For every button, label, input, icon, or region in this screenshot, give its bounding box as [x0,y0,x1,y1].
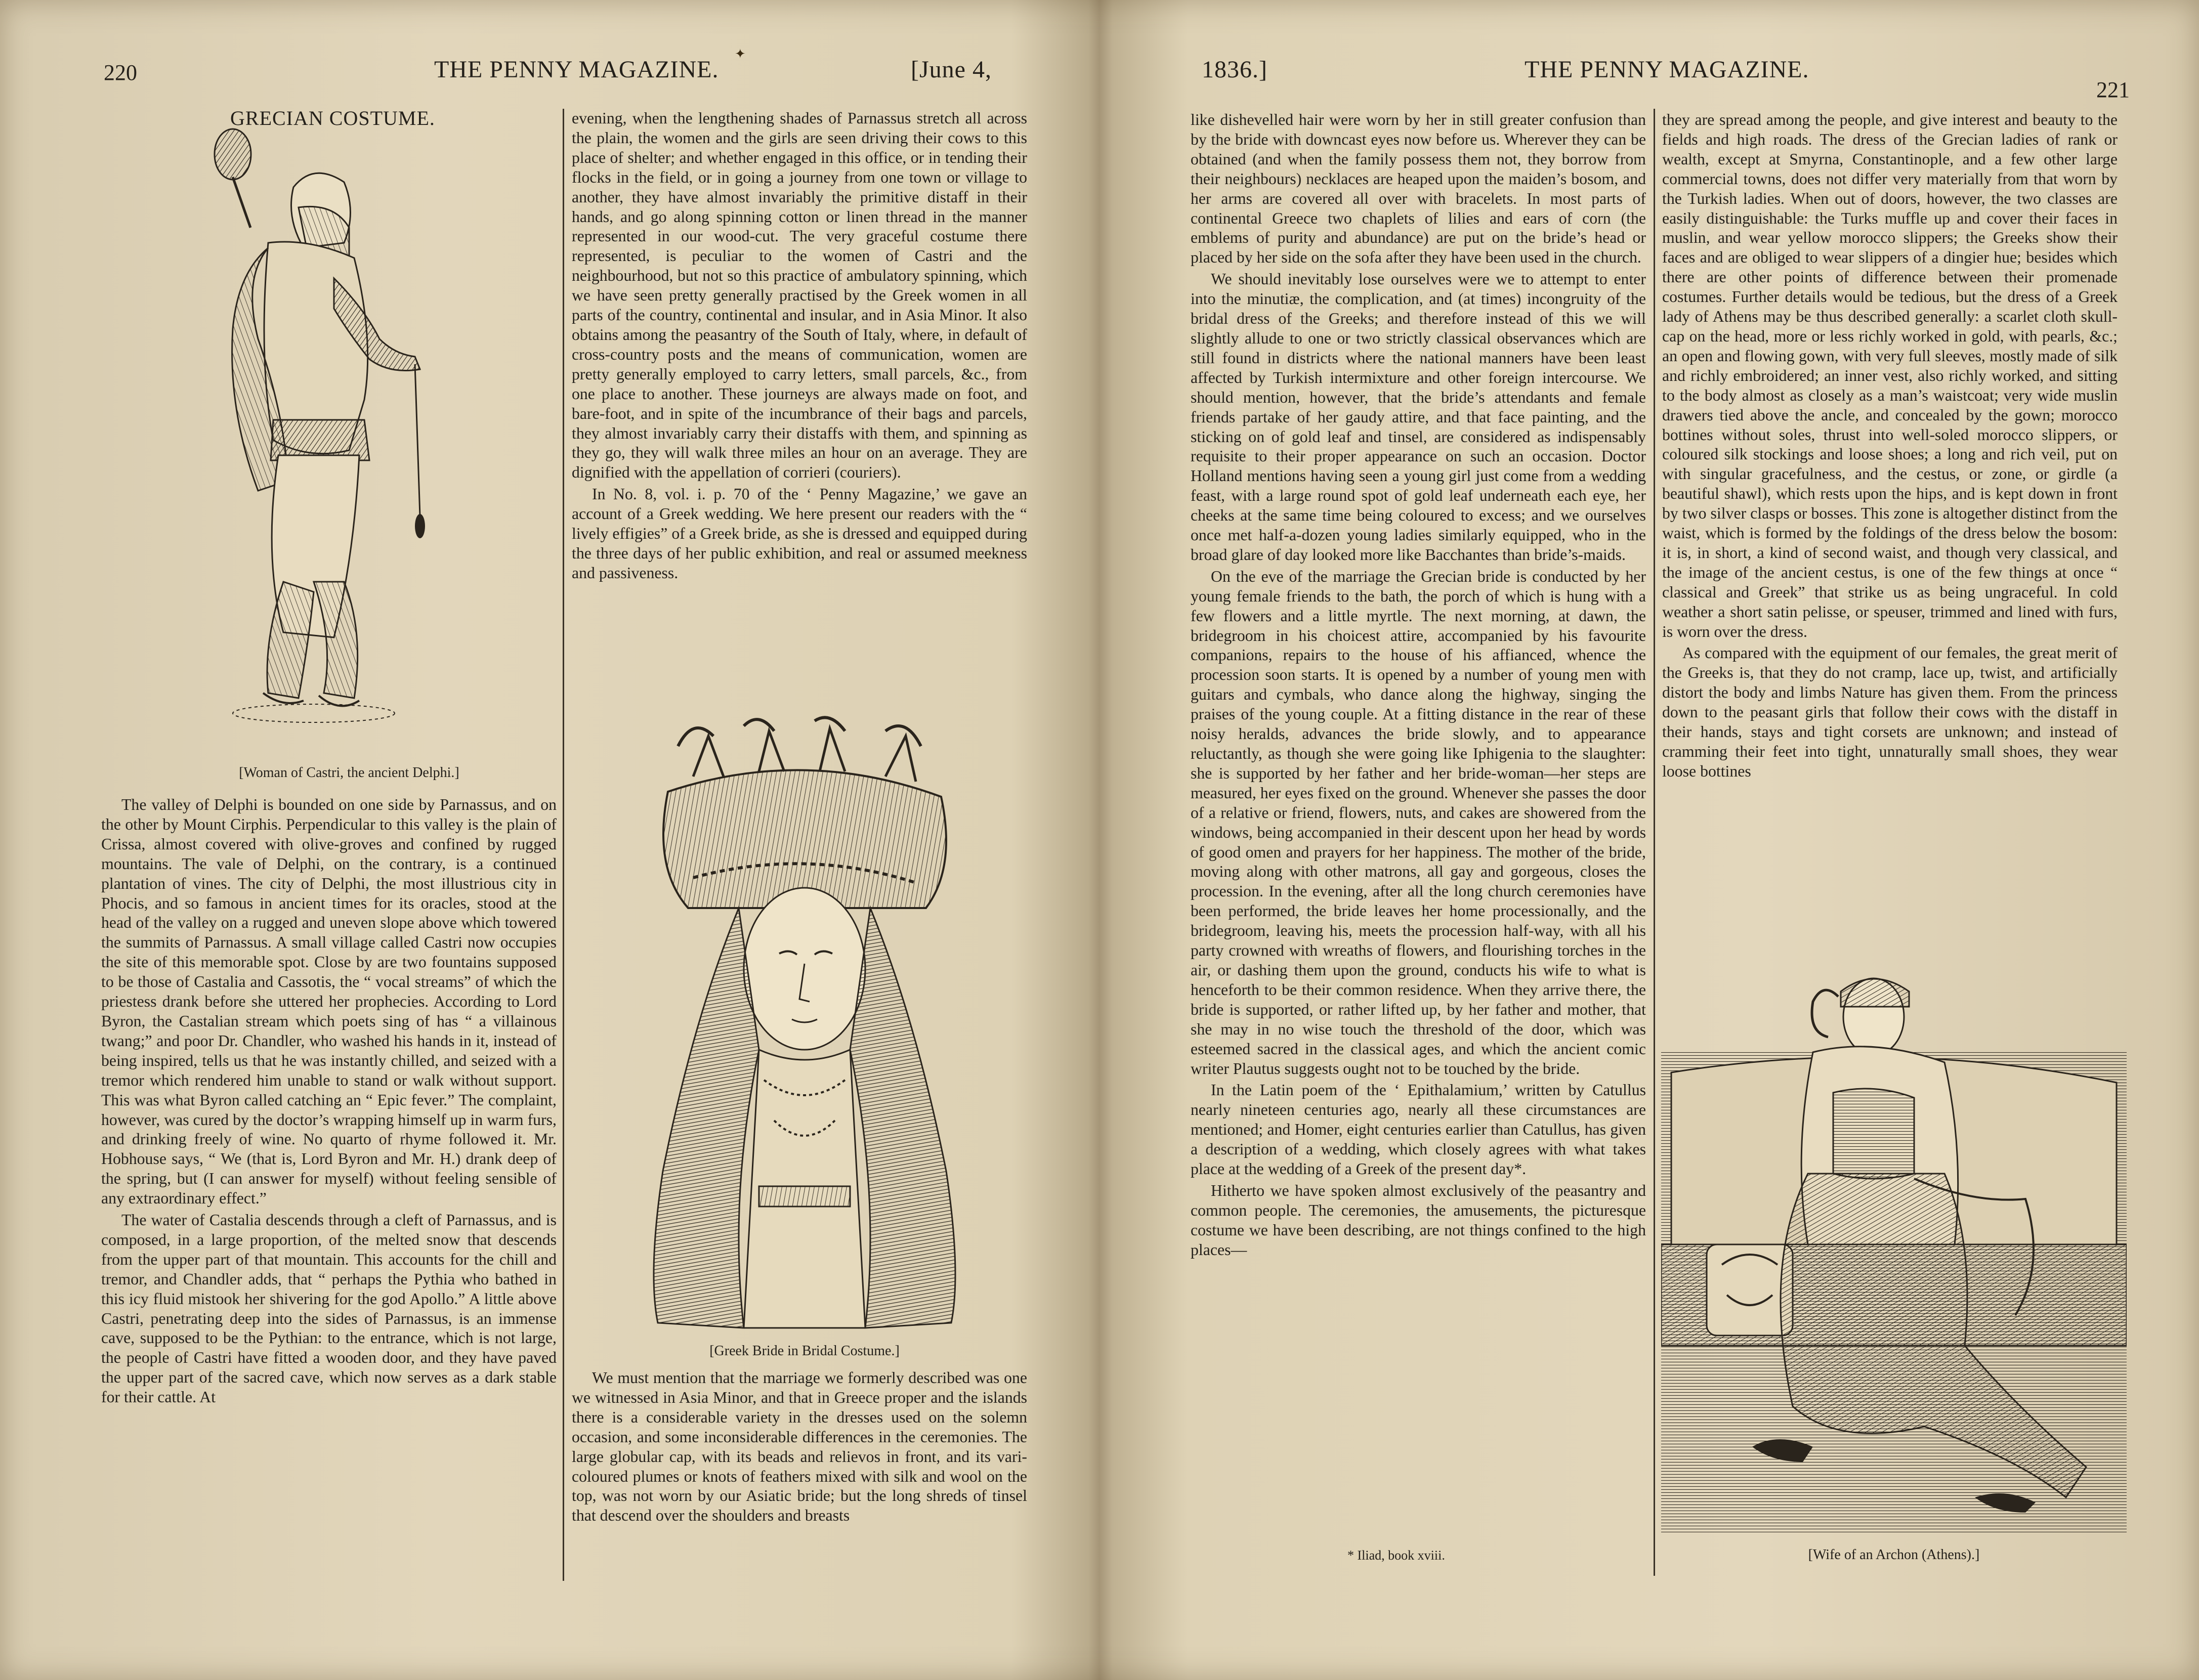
woman-of-castri-engraving [182,126,511,754]
paragraph: The valley of Delphi is bounded on one side by Parnassus, and on the other by Mount Cirphis. Perpendicular to this valley is the plain of Crissa, almost covered with olive-groves and confined by rugged mountains. The vale of Delphi, on the contrary, is a continued plantation of vines. The city of Delphi, the most illustrious city in Phocis, and so famous in ancient times for its oracles, stood at the head of the valley on a rugged and uneven slope above which towered the summits of Parnassus. A small village called Castri now occupies the site of this memorable spot. Close by are two fountains supposed to be those of Castalia and Cassotis, the “ vocal streams” of which the priestess drank before she uttered her prophecies. According to Lord Byron, the Castalian stream which poets sing of has “ a villainous twang;” and poor Dr. Chandler, who washed his hands in it, instead of being inspired, tells us that he was instantly chilled, and seized with a tremor which rendered him unable to stand or walk without support. This was what Byron called catching an “ Epic fever.” The complaint, however, was cured by the doctor’s wrapping himself up in warm furs, and drinking freely of wine. No quarto of rhyme followed it. Mr. Hobhouse says, “ We (that is, Lord Byron and Mr. H.) drank deep of the spring, but (I can answer for myself) without feeling sensible of any extraordinary effect.” [101,796,557,1208]
paragraph: evening, when the lengthening shades of Parnassus stretch all across the plain, the women and the girls are seen driving their cows to this place of shelter; and whether engaged in this office, or in tending their flocks in the field, or in going a journey from one town or village to another, they have almost invariably the primitive distaff in their hands, and go along spinning cotton or linen thread in the manner represented in our wood-cut. The very graceful costume there represented, is peculiar to the women of Castri and the neighbourhood, but not so this practice of ambulatory spinning, which we have seen pretty generally practised by the Greek women in all parts of the country, continental and insular, and in Asia Minor. It also obtains among the peasantry of the South of Italy, where, in default of cross-country posts and the means of communication, women are pretty generally employed to carry letters, small parcels, &c., from one place to another. These journeys are always made on foot, and bare-foot, and in spite of the incumbrance of their bags and parcels, they almost invariably carry their distaffs with them, and spinning as they go, they will walk three miles an hour on an average. They are dignified with the appellation of corrieri (couriers). [572,109,1027,482]
running-title: THE PENNY MAGAZINE. [434,56,719,83]
paragraph: The water of Castalia descends through a cleft of Parnassus, and is composed, in a large proportion, of the melted snow that descends from the upper part of that mountain. This accounts for the chill and tremor, and Chandler adds, that “ perhaps the Pythia who bathed in this icy fluid mistook her shivering for the god Apollo.” A little above Castri, penetrating deep into the sides of Parnassus, is an immense cave, supposed to be the Pythian: to the entrance, which is not large, the people of Castri have fitted a wooden door, and they have paved the upper part of the sacred cave, which now serves as a dark stable for their cattle. At [101,1211,557,1406]
left-column-2-bottom [572,1368,1027,1581]
date-label: 1836.] [1202,56,1267,83]
paragraph: As compared with the equipment of our females, the great merit of the Greeks is, that they do not cramp, lace up, twist, and artificially distort the body and limbs Nature has given them. From the princess down to the peasant girls that follow their cows with the distaff in their hands, stays and tight corsets are unknown; and instead of cramming their feet into tight, unnaturally small shoes, they wear loose bottines [1662,644,2118,780]
wife-of-archon-engraving [1661,961,2127,1533]
figure-caption-archon-wife: [Wife of an Archon (Athens).] [1808,1547,1980,1563]
page-number: 220 [104,60,137,85]
paragraph: On the eve of the marriage the Grecian bride is conducted by her young female friends to the bath, the porch of which is hung with a few flowers and a little myrtle. The next morning, at dawn, the bridegroom in his choicest attire, accompanied by his favourite companions, repairs to the house of his affianced, whence the procession soon starts. It is opened by a number of young men with guitars and cymbals, who dance along the highway, singing the praises of the young couple. At a fitting distance in the rear of these noisy heralds, advances the bride slowly, and to appearance reluctantly, as though she were going like Iphigenia to the slaughter: she is supported by her father and her bride-woman—her steps are measured, her eyes fixed on the ground. Whenever she passes the door of a relative or friend, flowers, nuts, and cakes are showered from the windows, being accompanied in their descent upon her head by words of good omen and prayers for her happiness. The mother of the bride, moving along with other matrons, all gay and gorgeous, closes the procession. In the evening, after all the long church ceremonies have been performed, the bride leaves her home processionally, and the bridegroom, leaving his, meets the procession half-way, with all his party crowned with wreaths of flowers, and flourishing torches in the air, or dashing them upon the ground, conducts his wife to what is henceforth to be their common residence. When they arrive there, the bride is supported, or rather lifted up, by her father and mother, that she may in no wise touch the threshold of the door, which was esteemed sacred in the classical ages, and which the ancient comic writer Plautus suggests ought not to be touched by the bride. [1191,567,1646,1078]
column-divider [563,109,564,1581]
paragraph: In No. 8, vol. i. p. 70 of the ‘ Penny Magazine,’ we gave an account of a Greek wedding. We here present our readers with the “ lively effigies” of a Greek bride, as she is dressed and equipped during the three days of her public exhibition, and real or assumed meekness and passiveness. [572,485,1027,582]
right-column-2 [1662,110,2118,950]
paragraph: Hitherto we have spoken almost exclusively of the peasantry and common people. The ceremonies, the amusements, the picturesque costume we have been describing, are not things confined to the high places— [1191,1181,1646,1259]
greek-bride-engraving [592,716,1017,1338]
ink-mark: ✦ [735,47,746,61]
paragraph: like dishevelled hair were worn by her in still greater confusion than by the bride with downcast eyes now before us. Wherever they can be obtained (and when the family possess them not, they borrow from their neighbours) necklaces are heaped upon the maiden’s bosom, and her arms are covered all over with bracelets. In most parts of continental Greece two chaplets of lilies and ears of corn (the emblems of purity and abundance) are put on the bride’s head or placed by her side on the sofa after they have been used in the church. [1191,111,1646,267]
right-column-1 [1191,110,1646,1542]
section-title: GRECIAN COSTUME. [230,107,435,130]
page-number: 221 [2096,77,2130,102]
footnote: * Iliad, book xviii. [1347,1548,1445,1563]
figure-caption-castri: [Woman of Castri, the ancient Delphi.] [239,765,459,781]
left-column-1 [101,795,557,1554]
column-divider [1654,109,1655,1576]
right-page [1100,0,2199,1680]
paragraph: they are spread among the people, and give interest and beauty to the fields and high roads. The dress of the Grecian ladies of rank or wealth, except at Smyrna, Constantinople, and a few other large commercial towns, does not differ very materially from that worn by the Turkish ladies. When out of doors, however, the two classes are easily distinguishable: the Turks muffle up and cover their faces in muslin, and wear yellow morocco slippers; the Greeks show their faces and are obliged to wear slippers of a dingier hue; besides which there are other points of difference between their promenade costumes. Further details would be tedious, but the dress of a Greek lady of Athens may be thus described generally: a scarlet cloth skull-cap on the head, more or less richly worked in gold, with pearls, &c.; an open and flowing gown, with very full sleeves, mostly made of silk and richly embroidered; an inner vest, also richly worked, and sitting to the body almost as closely as a man’s waistcoat; very wide muslin drawers tied above the ancle, and concealed by the gown; morocco bottines without soles, thrust into well-soled morocco slippers, or coloured silk stockings and loose shoes; a long and rich veil, put on with singular gracefulness, and the cestus, or zone, or girdle (a beautiful shawl), which rests upon the hips, and is kept down in front by two silver clasps or bosses. This zone is altogether distinct from the waist, which is formed by the foldings of the dress below the bosom: it is, in short, a kind of second waist, and though very classical, and the image of the ancient cestus, is one of the few things at once “ classical and Greek” that strike us as being ungraceful. In cold weather a short satin pelisse, or speuser, trimmed and lined with furs, is worn over the dress. [1662,111,2118,640]
paragraph: We must mention that the marriage we formerly described was one we witnessed in Asia Minor, and that in Greece proper and the islands there is a considerable variety in the dresses used on the solemn occasion, and some inconsiderable differences in the ceremonies. The large globular cap, with its beads and relievos in front, and its vari-coloured plumes or knots of feathers mixed with silk and wool on the top, was not worn by our Asiatic bride; but the long shreds of tinsel that descend over the shoulders and breasts [572,1369,1027,1525]
figure-caption-bride: [Greek Bride in Bridal Costume.] [709,1343,900,1359]
running-title: THE PENNY MAGAZINE. [1525,56,1809,83]
left-column-2-top [572,109,1027,716]
date-label: [June 4, [911,56,992,83]
paragraph: In the Latin poem of the ‘ Epithalamium,’ written by Catullus nearly nineteen centuries ago, nearly all these circumstances are mentioned; and Homer, eight centuries earlier than Catullus, has given a description of a wedding, which closely agrees with what takes place at the wedding of a Greek of the present day*. [1191,1081,1646,1178]
paragraph: We should inevitably lose ourselves were we to attempt to enter into the minutiæ, the complication, and (at times) incongruity of the bridal dress of the Greeks; and therefore instead of this we will slightly allude to one or two strictly classical observances which are still found in districts where the national manners have been least affected by Turkish intermixture and other foreign intercourse. We should mention, however, that the bride’s attendants and female friends partake of her gaudy attire, and that face painting, and the sticking on of gold leaf and tinsel, are considered as indispensably requisite to their proper appearance on such an occasion. Doctor Holland mentions having seen a young girl just come from a wedding feast, with a large round spot of gold leaf underneath each eye, her cheeks at the same time being coloured to excess; and we ourselves once met half-a-dozen young ladies similarly equipped, who in the broad glare of day looked more like Bacchantes than bride’s-maids. [1191,270,1646,564]
